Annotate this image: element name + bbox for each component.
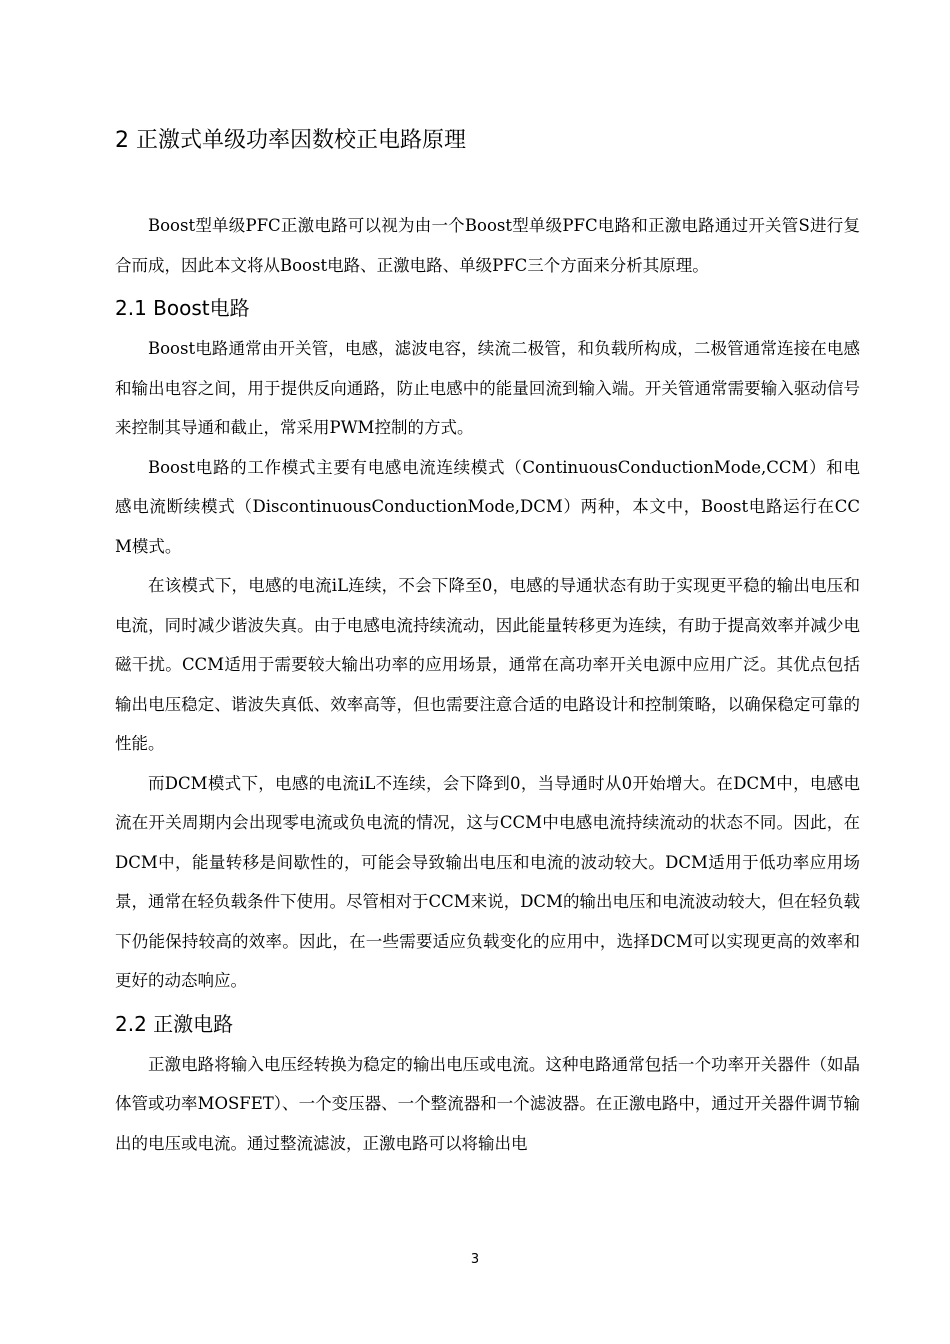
chapter-intro-paragraph: Boost型单级PFC正激电路可以视为由一个Boost型单级PFC电路和正激电路通过开关管S进行复合而成，因此本文将从Boost电路、正激电路、单级PFC三个方面来分析其原理。	[115, 216, 860, 275]
section-title-forward: 2.2 正激电路	[115, 1011, 234, 1036]
boost-paragraph-3: 在该模式下，电感的电流iL连续，不会下降至0，电感的导通状态有助于实现更平稳的输出电压和电流，同时减少谐波失真。由于电感电流持续流动，因此能量转移更为连续，有助于提高效率并减少电磁干扰。CCM适用于需要较大输出功率的应用场景，通常在高功率开关电源中应用广泛。其优点包括输出电压稳定、谐波失真低、效率高等，但也需要注意合适的电路设计和控制策略，以确保稳定可靠的性能。	[115, 576, 860, 753]
page-number: 3	[470, 1252, 480, 1267]
boost-paragraph-1: Boost电路通常由开关管，电感，滤波电容，续流二极管，和负载所构成，二极管通常连接在电感和输出电容之间，用于提供反向通路，防止电感中的能量回流到输入端。开关管通常需要输入驱动信号来控制其导通和截止，常采用PWM控制的方式。	[115, 339, 860, 437]
forward-paragraph-1: 正激电路将输入电压经转换为稳定的输出电压或电流。这种电路通常包括一个功率开关器件（如晶体管或功率MOSFET）、一个变压器、一个整流器和一个滤波器。在正激电路中，通过开关器件调节输出的电压或电流。通过整流滤波，正激电路可以将输出电	[115, 1054, 860, 1153]
boost-paragraph-2: Boost电路的工作模式主要有电感电流连续模式（ContinuousConductionMode,CCM）和电感电流断续模式（DiscontinuousConductionMode,DCM）两种，本文中，Boost电路运行在CCM模式。	[115, 457, 860, 556]
page-content	[115, 124, 860, 1163]
chapter-title: 2 正激式单级功率因数校正电路原理	[115, 128, 466, 153]
boost-paragraph-4: 而DCM模式下，电感的电流iL不连续，会下降到0，当导通时从0开始增大。在DCM中，电感电流在开关周期内会出现零电流或负电流的情况，这与CCM中电感电流持续流动的状态不同。因此，在DCM中，能量转移是间歇性的，可能会导致输出电压和电流的波动较大。DCM适用于低功率应用场景，通常在轻负载条件下使用。尽管相对于CCM来说，DCM的输出电压和电流波动较大，但在轻负载下仍能保持较高的效率。因此，在一些需要适应负载变化的应用中，选择DCM可以实现更高的效率和更好的动态响应。	[115, 773, 860, 990]
section-title-boost: 2.1 Boost电路	[115, 296, 250, 320]
